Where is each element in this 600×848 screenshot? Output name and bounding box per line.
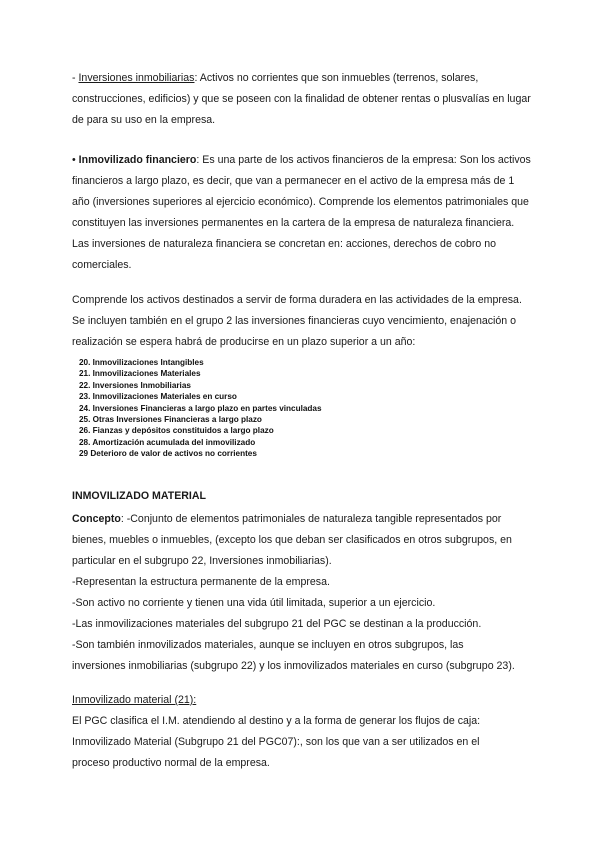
list-item: 26. Fianzas y depósitos constituidos a largo plazo [79, 426, 274, 436]
concepto-line: particular en el subgrupo 22, Inversiones inmobiliarias). [72, 555, 332, 567]
concepto-text: : -Conjunto de elementos patrimoniales de naturaleza tangible representados por [120, 513, 502, 525]
term-inversiones-inmobiliarias: Inversiones inmobiliarias [78, 72, 195, 84]
term-inmovilizado-financiero: Inmovilizado financiero [78, 154, 197, 166]
definition-text: : Activos no corrientes que son inmuebles (terrenos, solares, construcciones, edificios) y que se poseen con la finalidad de obtener rentas o plusvalías en lugar de para su uso en la empresa. [72, 72, 531, 126]
point-line: -Las inmovilizaciones materiales del subgrupo 21 del PGC se destinan a la producción. [72, 618, 482, 630]
concepto-label: Concepto [72, 513, 121, 525]
list-item: 22. Inversiones Inmobiliarias [79, 380, 191, 390]
list-item: 21. Inmovilizaciones Materiales [79, 369, 201, 379]
point-line: inversiones inmobiliarias (subgrupo 22) y los inmovilizados materiales en curso (subgrupo 23). [72, 660, 515, 672]
concepto-line: bienes, muebles o inmuebles, (excepto los que deban ser clasificados en otros subgrupos, en [72, 534, 512, 546]
dash-prefix: - [72, 72, 79, 84]
point-line: -Representan la estructura permanente de la empresa. [72, 576, 330, 588]
list-item: 28. Amortización acumulada del inmovilizado [79, 437, 256, 447]
final-line: El PGC clasifica el I.M. atendiendo al destino y a la forma de generar los flujos de caja: [72, 715, 481, 727]
paragraph-inmovilizado-financiero [72, 150, 532, 276]
subgroup-list [79, 357, 322, 460]
list-item: 23. Inmovilizaciones Materiales en curso [79, 392, 237, 402]
concepto-block [72, 509, 542, 677]
point-line: -Son también inmovilizados materiales, aunque se incluyen en otros subgrupos, las [72, 639, 464, 651]
section-heading: INMOVILIZADO MATERIAL [72, 490, 206, 502]
list-item: 20. Inmovilizaciones Intangibles [79, 358, 204, 367]
bullet-prefix: • [72, 154, 79, 166]
point-line: -Son activo no corriente y tienen una vida útil limitada, superior a un ejercicio. [72, 597, 436, 609]
list-item: 25. Otras Inversiones Financieras a largo plazo [79, 415, 262, 425]
subsection-heading: Inmovilizado material (21): [72, 694, 197, 706]
subsection-block [72, 690, 542, 774]
list-item: 29 Deterioro de valor de activos no corrientes [79, 449, 257, 459]
concepto-line [72, 509, 542, 530]
final-line: proceso productivo normal de la empresa. [72, 757, 270, 769]
paragraph-comprende: Comprende los activos destinados a servir de forma duradera en las actividades de la empresa. Se incluyen también en el grupo 2 las inversiones financieras cuyo vencimiento, enajenación o realización se espera habrá de producirse en un plazo superior a un año: [72, 294, 522, 348]
final-line: Inmovilizado Material (Subgrupo 21 del PGC07):, son los que van a ser utilizados en el [72, 736, 480, 748]
definition-text: : Es una parte de los activos financieros de la empresa: Son los activos financieros a largo plazo, es decir, que van a permanecer en el activo de la empresa más de 1 año (inversiones superiores al ejercicio económico). Comprende los elementos patrimoniales que constituyen las inversiones permanentes en la cartera de la empresa de naturaleza financiera. Las inversiones de naturaleza financiera se concretan en: acciones, derechos de cobro no comerciales. [72, 154, 531, 271]
paragraph-inversiones-inmobiliarias [72, 68, 532, 131]
list-item: 24. Inversiones Financieras a largo plazo en partes vinculadas [79, 403, 322, 413]
